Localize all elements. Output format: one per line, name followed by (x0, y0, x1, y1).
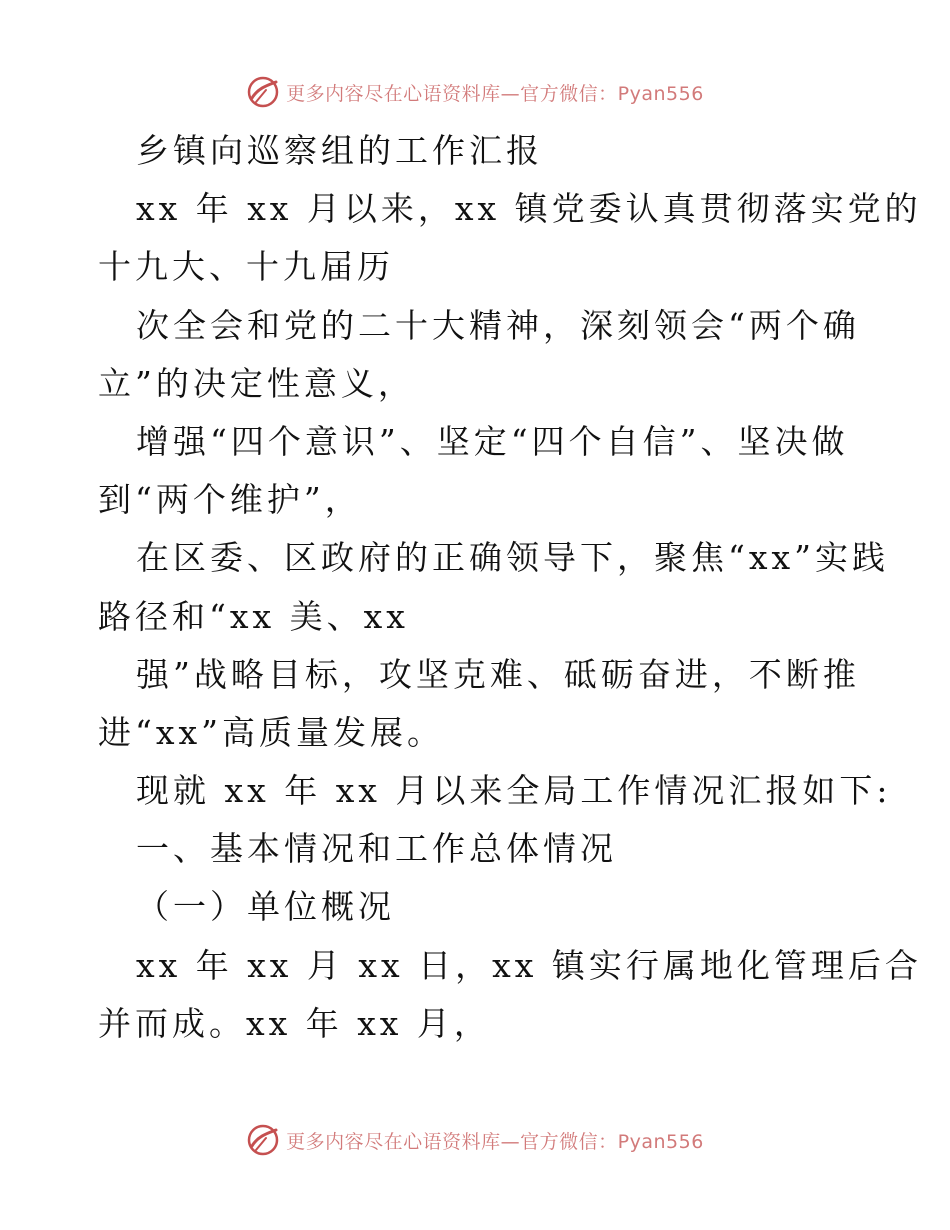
footer-watermark (0, 1120, 950, 1160)
paragraph-line: 十九大、十九届历 (98, 247, 394, 287)
paragraph-line: 并而成。xx 年 xx 月， (98, 1003, 491, 1043)
header-watermark (0, 72, 950, 112)
document-body (98, 122, 922, 1053)
subsection-heading: （一）单位概况 (136, 887, 395, 927)
pen-circle-logo-icon (246, 1123, 280, 1157)
paragraph-line: 进“xx”高质量发展。 (98, 712, 444, 752)
paragraph-line: 现就 xx 年 xx 月以来全局工作情况汇报如下: (136, 771, 892, 811)
paragraph-line: 增强“四个意识”、坚定“四个自信”、坚决做 (136, 421, 849, 461)
document-title: 乡镇向巡察组的工作汇报 (136, 131, 543, 170)
section-heading: 一、基本情况和工作总体情况 (136, 829, 617, 869)
paragraph-line: 强”战略目标，攻坚克难、砥砺奋进，不断推 (136, 654, 860, 694)
watermark-text: 更多内容尽在心语资料库—官方微信：Pyan556 (286, 82, 704, 105)
paragraph-line: 在区委、区政府的正确领导下，聚焦“xx”实践 (136, 538, 889, 578)
paragraph-line: 次全会和党的二十大精神，深刻领会“两个确 (136, 305, 860, 345)
paragraph-line: xx 年 xx 月以来，xx 镇党委认真贯彻落实党的 (136, 189, 922, 229)
paragraph-line: xx 年 xx 月 xx 日，xx 镇实行属地化管理后合 (136, 945, 922, 985)
paragraph-line: 到“两个维护”， (98, 480, 362, 520)
paragraph-line: 立”的决定性意义， (98, 363, 415, 403)
watermark-text: 更多内容尽在心语资料库—官方微信：Pyan556 (286, 1130, 704, 1153)
pen-circle-logo-icon (246, 75, 280, 109)
paragraph-line: 路径和“xx 美、xx (98, 596, 409, 636)
